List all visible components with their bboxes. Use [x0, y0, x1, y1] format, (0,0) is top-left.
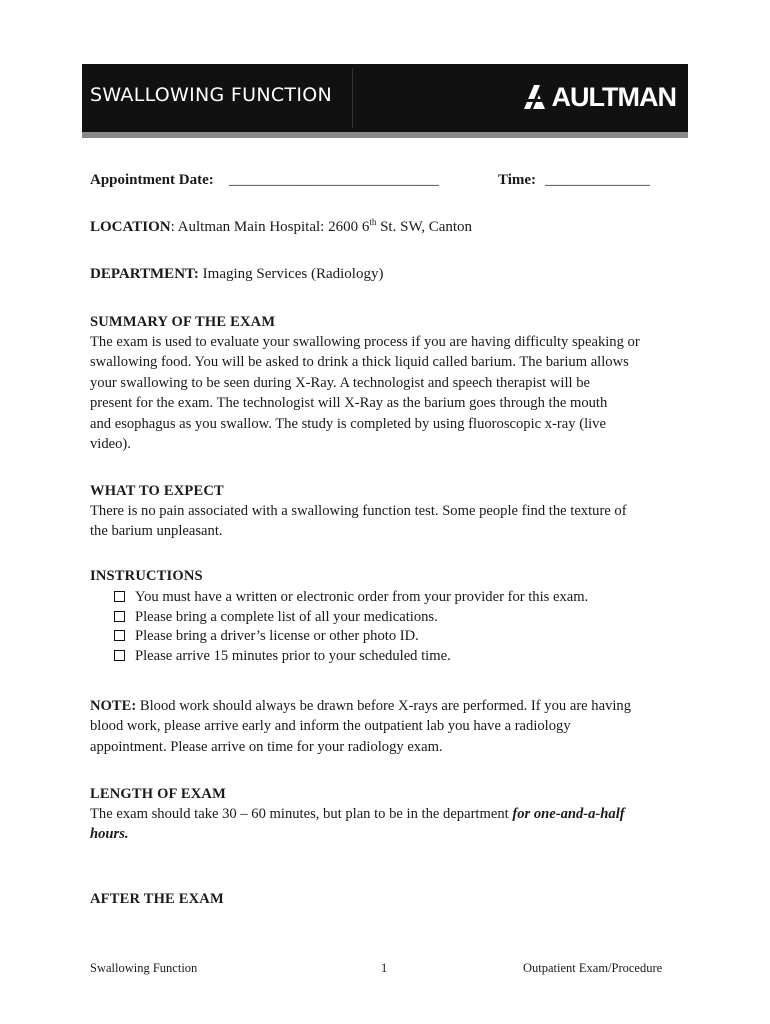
- checklist-item: [114, 647, 588, 667]
- expect-paragraph: [90, 501, 690, 542]
- checkbox-icon[interactable]: [114, 591, 125, 602]
- length-text: The exam should take 30 – 60 minutes, but plan to be in the department: [90, 806, 513, 822]
- header-bar: [82, 64, 688, 132]
- checklist-item: [114, 608, 588, 628]
- instructions-heading: INSTRUCTIONS: [90, 568, 203, 584]
- note-line: blood work, please arrive early and inform the outpatient lab you have a radiology: [90, 718, 571, 735]
- checklist-item-label: Please bring a complete list of all your medications.: [135, 608, 438, 625]
- summary-line: swallowing food. You will be asked to drink a thick liquid called barium. The barium allows: [90, 354, 629, 371]
- location-address-end: St. SW, Canton: [376, 219, 473, 235]
- length-paragraph: [90, 804, 690, 845]
- note-paragraph: [90, 696, 690, 757]
- checklist-item: [114, 588, 588, 608]
- checklist-item: [114, 627, 588, 647]
- summary-line: present for the exam. The technologist will X-Ray as the barium goes through the mouth: [90, 395, 608, 412]
- length-emphasis-end: hours.: [90, 826, 129, 843]
- summary-line: video).: [90, 436, 131, 453]
- footer-right: Outpatient Exam/Procedure: [523, 961, 663, 975]
- summary-line: your swallowing to be seen during X-Ray. A technologist and speech therapist will be: [90, 374, 591, 391]
- time-label: Time:: [498, 172, 537, 188]
- department-text: Imaging Services (Radiology): [198, 266, 384, 282]
- department-line: [90, 266, 383, 283]
- summary-heading: SUMMARY OF THE EXAM: [90, 314, 276, 330]
- length-heading: LENGTH OF EXAM: [90, 786, 226, 802]
- note-label: NOTE:: [90, 698, 137, 714]
- summary-line: and esophagus as you swallow. The study is completed by using fluoroscopic x-ray (live: [90, 415, 606, 432]
- length-emphasis: for one-and-a-half: [512, 806, 625, 822]
- page-number: 1: [381, 961, 388, 975]
- checkbox-icon[interactable]: [114, 611, 125, 622]
- page-title: SWALLOWING FUNCTION: [90, 84, 333, 106]
- aultman-logo: [524, 82, 676, 112]
- location-label: LOCATION: [90, 219, 171, 235]
- appointment-date-label: Appointment Date:: [90, 172, 214, 188]
- footer-left: Swallowing Function: [90, 961, 198, 975]
- appointment-date-field[interactable]: ____________________________: [229, 172, 439, 188]
- header-divider: [352, 68, 353, 128]
- aultman-logo-icon: [524, 85, 550, 109]
- department-label: DEPARTMENT:: [90, 266, 199, 282]
- summary-paragraph: [90, 332, 690, 454]
- note-text: Blood work should always be drawn before X-rays are performed. If you are having: [136, 698, 632, 714]
- instructions-checklist: [114, 588, 588, 666]
- summary-line: The exam is used to evaluate your swallowing process if you are having difficulty speaking or: [90, 334, 640, 350]
- expect-line: the barium unpleasant.: [90, 523, 223, 540]
- expect-line: There is no pain associated with a swallowing function test. Some people find the texture of: [90, 503, 627, 519]
- note-line: appointment. Please arrive on time for your radiology exam.: [90, 738, 443, 755]
- location-sup: th: [369, 217, 377, 227]
- checkbox-icon[interactable]: [114, 630, 125, 641]
- expect-heading: WHAT TO EXPECT: [90, 483, 224, 499]
- checklist-item-label: Please arrive 15 minutes prior to your scheduled time.: [135, 647, 451, 664]
- location-line: [90, 219, 472, 236]
- checklist-item-label: Please bring a driver’s license or other photo ID.: [135, 628, 419, 645]
- logo-text: AULTMAN: [551, 82, 676, 112]
- checkbox-icon[interactable]: [114, 650, 125, 661]
- location-address: : Aultman Main Hospital: 2600 6: [170, 219, 370, 235]
- time-field[interactable]: ______________: [545, 172, 650, 188]
- after-heading: AFTER THE EXAM: [90, 891, 224, 907]
- header-shadow: [82, 132, 688, 138]
- checklist-item-label: You must have a written or electronic order from your provider for this exam.: [135, 589, 589, 606]
